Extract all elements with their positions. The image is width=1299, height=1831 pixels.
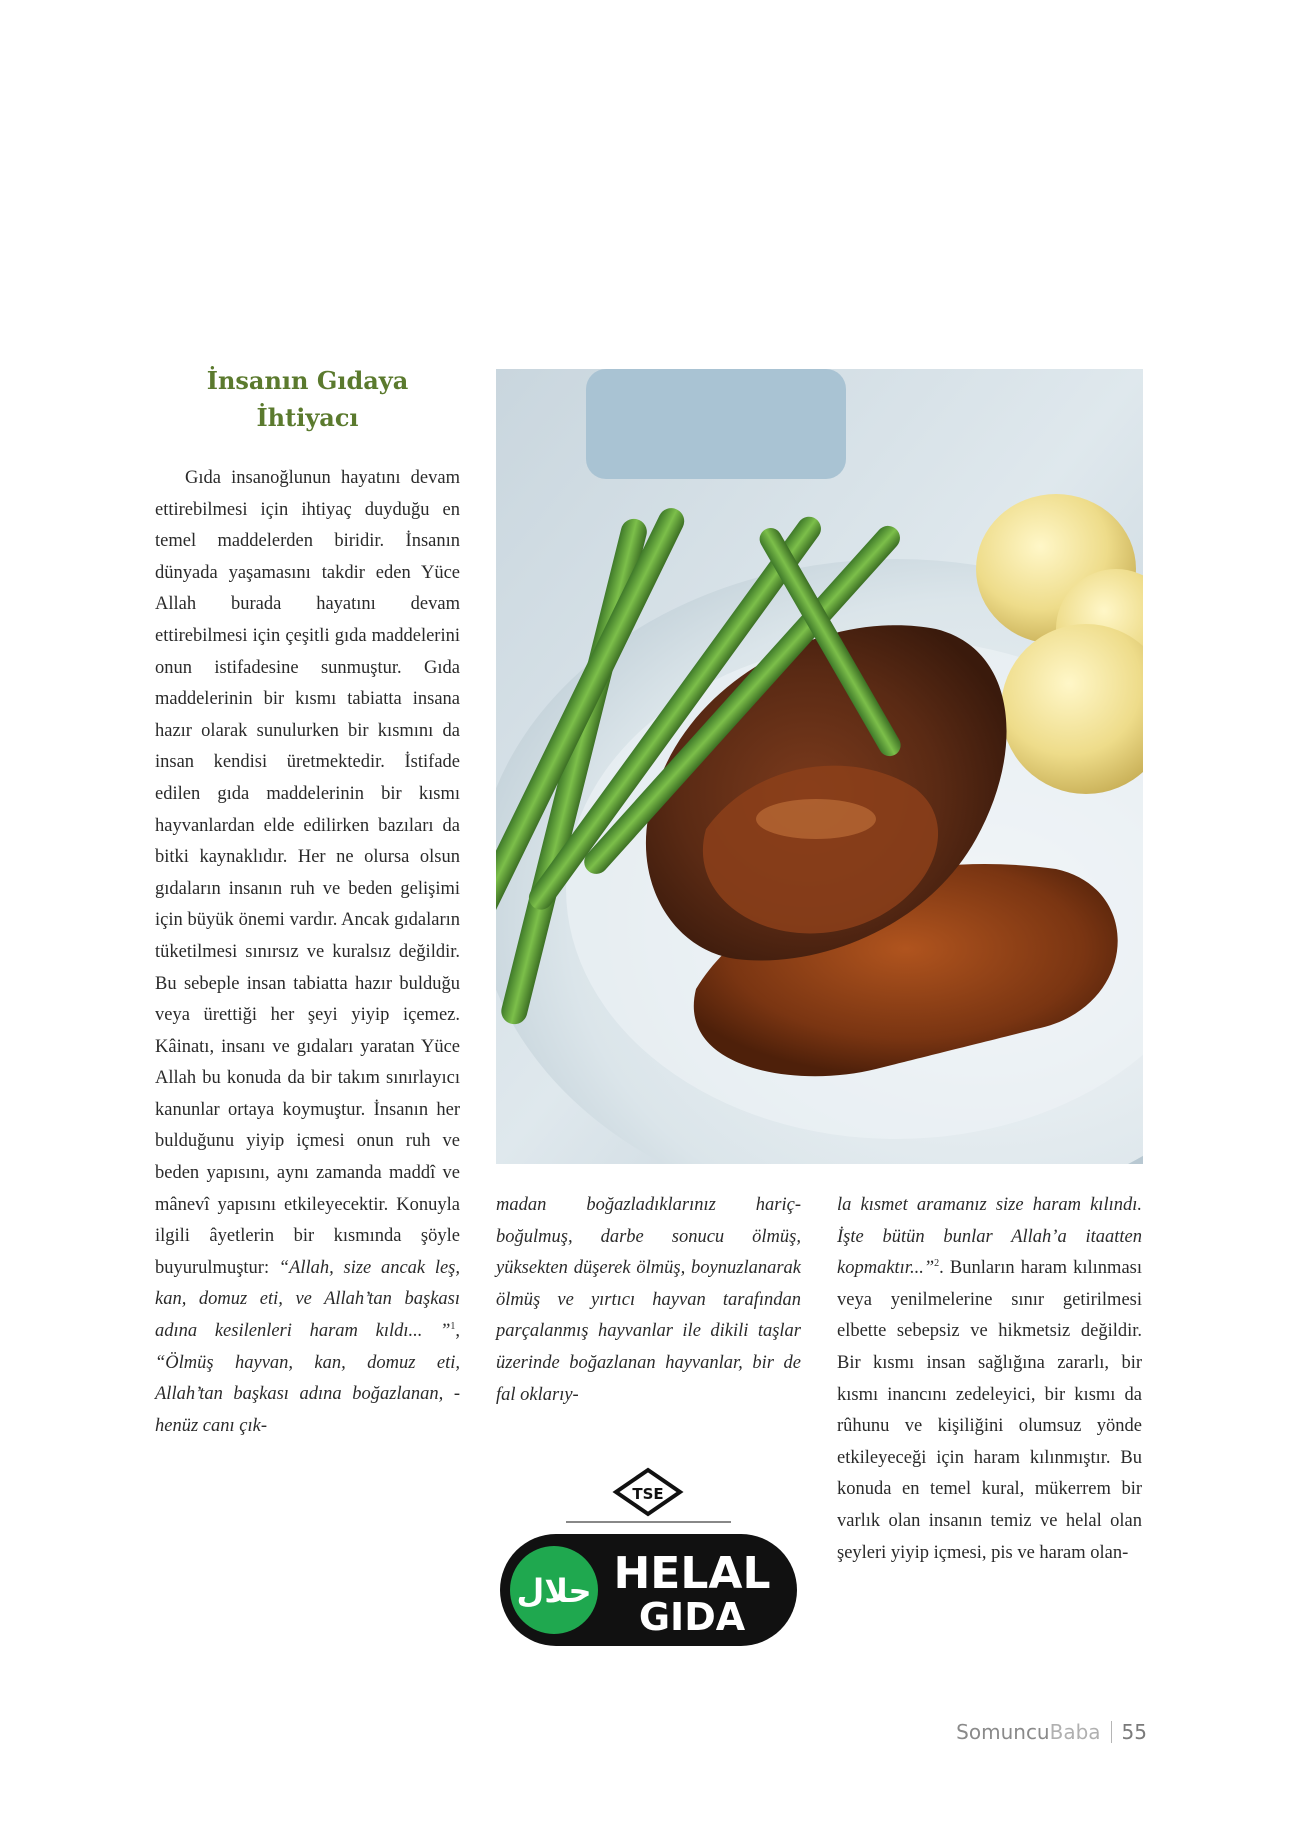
logo-text-helal: HELAL [613,1548,771,1599]
section-heading-line2: İhtiyacı [256,403,359,432]
body-text: . Bunların haram kılınması veya yenilmelerine sınır getirilmesi elbette sebepsiz ve hikmetsiz değildir. Bir kısmı insan sağlığına zararlı, bir kısmı inancını zedeleyici, bir kısmı da rûhunu ve kişiliğini olumsuz yönde etkileyeceği için haram kılınmıştır. Bu konuda en temel kural, mükerrem bir varlık olan insanın temiz ve helal olan şeyleri yiyip içmesi, pis ve haram olan- [837,1258,1142,1563]
page-footer [956,1720,1147,1744]
text-column-3 [837,1190,1142,1569]
food-photo [496,369,1143,1164]
logo-text-gida: GIDA [638,1595,746,1639]
arabic-helal-text: حلال [516,1572,592,1610]
paragraph [837,1190,1142,1569]
paragraph [155,463,460,1442]
footnote-ref-1: 1 [450,1320,456,1332]
text-column-2 [496,1190,801,1411]
body-text: Gıda insanoğlunun hayatını devam ettirebilmesi için ihtiyaç duyduğu en temel maddelerden biridir. İnsanın dünyada yaşamasını takdir eden Yüce Allah burada hayatını devam ettirebilmesi için çeşitli gıda maddelerini onun istifadesine sunmuştur. Gıda maddelerinin bir kısmı tabiatta insana hazır olarak sunulurken bir kısmını da insan kendisi üretmektedir. İstifade edilen gıda maddelerinin bir kısmı hayvanlardan elde edilirken bazıları da bitki kaynaklıdır. Her ne olursa olsun gıdaların insanın ruh ve beden gelişimi için büyük önemi vardır. Ancak gıdaların tüketilmesi sınırsız ve kuralsız değildir. Bu sebeple insan tabiatta hazır bulduğu veya ürettiği her şeyi yiyip içemez. Kâinatı, insanı ve gıdaları yaratan Yüce Allah bu konuda da bir takım sınırlayıcı kanunlar ortaya koymuştur. İnsanın her bulduğunu yiyip içmesi onun ruh ve beden yapısını, aynı zamanda maddî ve mânevî yapısını etkileyecektir. Konuyla ilgili âyetlerin bir kısmında şöyle buyurulmuştur: [155,468,460,1278]
brand-part2: Baba [1049,1720,1101,1744]
magazine-brand [956,1720,1100,1744]
tse-mark: TSE [632,1485,664,1503]
footer-divider [1111,1721,1112,1743]
separator: , [455,1321,460,1342]
verse-quote-2: “Ölmüş hayvan, kan, domuz eti, Allah’tan başkası adına boğazlanan, -henüz canı çık- [155,1352,460,1436]
footnote-ref-2: 2 [934,1258,940,1270]
helal-gida-logo [496,1466,801,1656]
verse-quote-continued: madan boğazladıklarınız hariç- boğulmuş, darbe sonucu ölmüş, yüksekten düşerek ölmüş, boynuzlanarak ölmüş ve yırtıcı hayvan tarafından parçalanmış hayvanlar ile dikili taşlar üzerinde boğazlanan hayvanlar, bir de fal oklarıy- [496,1195,801,1405]
verse-quote-1: “Allah, size ancak leş, kan, domuz eti, ve Allah’tan başkası adına kesilenleri haram kıldı... ” [155,1257,460,1342]
verse-quote-end: la kısmet aramanız size haram kılındı. İşte bütün bunlar Allah’a itaatten kopmaktır...” [837,1195,1142,1279]
brand-part1: Somuncu [956,1720,1050,1744]
page-number: 55 [1121,1720,1147,1744]
paragraph [496,1190,801,1411]
section-heading [155,362,460,436]
text-column-1 [155,463,460,1442]
section-heading-line1: İnsanın Gıdaya [206,366,409,395]
